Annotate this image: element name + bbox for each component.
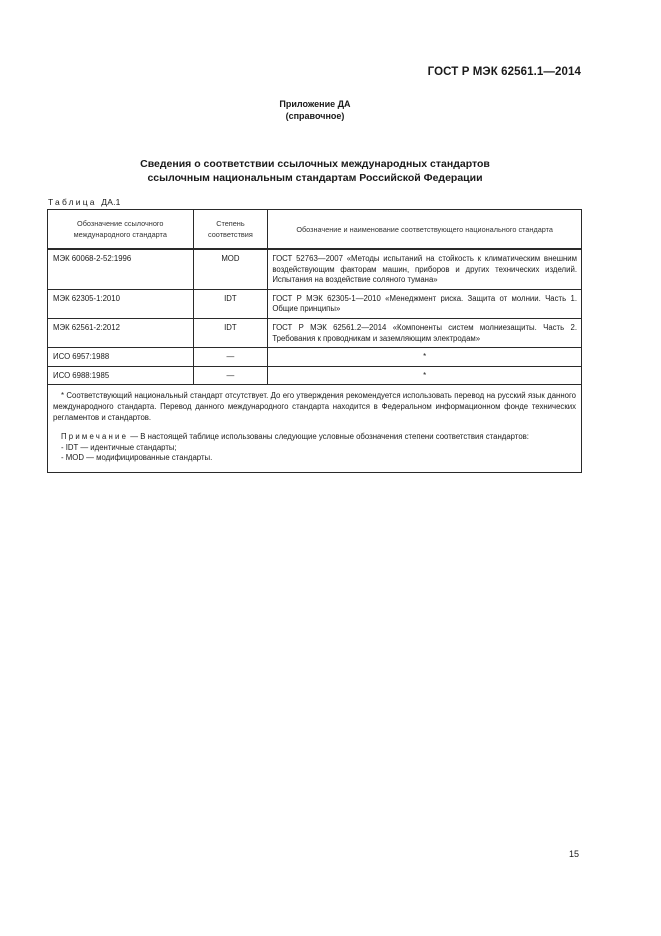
note-text: — В настоящей таблице использованы следующие условные обозначения степени соответствия стандартов: <box>128 432 529 442</box>
correspondence-table <box>47 209 582 473</box>
table-header-row <box>48 210 582 250</box>
row-national: ГОСТ 52763—2007 «Методы испытаний на стойкость к климатическим внешним воздействующим факторам машин, приборов и других технических изделий. Испытания на воздействие соляного тумана» <box>268 249 582 289</box>
table-footer-row <box>48 385 582 473</box>
section-title-line2: ссылочным национальным стандартам Российской Федерации <box>147 172 483 184</box>
section-title <box>0 157 630 185</box>
row-standard: ИСО 6988:1985 <box>48 366 194 385</box>
table-caption <box>48 197 121 207</box>
section-title-line1: Сведения о соответствии ссылочных международных стандартов <box>140 158 490 170</box>
annex-title: Приложение ДА <box>279 99 351 109</box>
annex-heading <box>0 98 630 122</box>
note-item: - MOD — модифицированные стандарты. <box>61 453 213 463</box>
note-item: - IDT — идентичные стандарты; <box>61 442 177 452</box>
footnote: * Соответствующий национальный стандарт отсутствует. До его утверждения рекомендуется использовать перевод на русский язык данного международного стандарта. Перевод данного международного стандарта находится в Федеральном информационном фонде технических регламентов и стандартов. <box>53 391 576 422</box>
row-national: ГОСТ Р МЭК 62561.2—2014 «Компоненты систем молниезащиты. Часть 2. Требования к проводникам и заземляющим электродам» <box>268 318 582 347</box>
row-standard: МЭК 62561-2:2012 <box>48 318 194 347</box>
table-caption-prefix: Таблица <box>48 197 97 207</box>
table-row <box>48 289 582 318</box>
row-degree: — <box>193 366 268 385</box>
row-standard: МЭК 60068-2-52:1996 <box>48 249 194 289</box>
page-number: 15 <box>568 849 579 859</box>
table-row <box>48 249 582 289</box>
row-standard: МЭК 62305-1:2010 <box>48 289 194 318</box>
note-label: Примечание <box>61 432 129 442</box>
header-national-standard: Обозначение и наименование соответствующего национального стандарта <box>268 210 582 250</box>
document-code: ГОСТ Р МЭК 62561.1—2014 <box>427 66 581 78</box>
note <box>53 432 576 443</box>
header-international-standard: Обозначение ссылочного международного стандарта <box>48 210 194 250</box>
row-degree: — <box>193 348 268 367</box>
table-row <box>48 318 582 347</box>
row-standard: ИСО 6957:1988 <box>48 348 194 367</box>
table-row <box>48 366 582 385</box>
row-national: * <box>268 366 582 385</box>
table-caption-number: ДА.1 <box>101 197 121 207</box>
row-national: ГОСТ Р МЭК 62305-1—2010 «Менеджмент риска. Защита от молнии. Часть 1. Общие принципы» <box>268 289 582 318</box>
annex-subtitle: (справочное) <box>285 111 345 121</box>
table-row <box>48 348 582 367</box>
row-degree: IDT <box>193 289 268 318</box>
row-national: * <box>268 348 582 367</box>
table-footer <box>48 385 582 473</box>
header-degree: Степень соответствия <box>193 210 268 250</box>
row-degree: IDT <box>193 318 268 347</box>
row-degree: MOD <box>193 249 268 289</box>
